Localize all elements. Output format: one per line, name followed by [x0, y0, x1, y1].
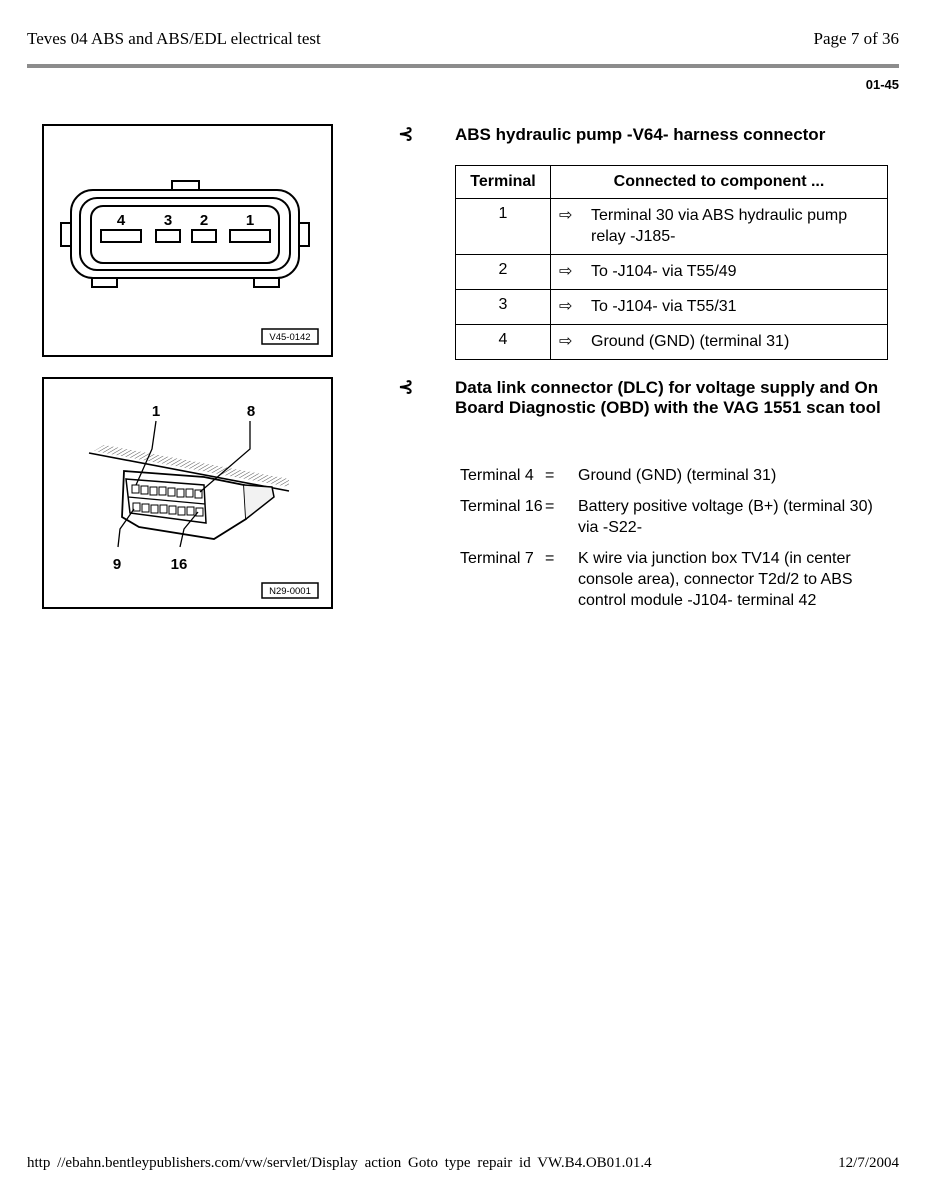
arrow-right-icon: ⇨	[559, 207, 573, 224]
terminal-description: K wire via junction box TV14 (in center console area), connector T2d/2 to ABS control module -J104- terminal 42	[578, 550, 853, 609]
terminal-name: Terminal 4	[460, 467, 534, 484]
table-row	[456, 290, 888, 325]
header-divider	[27, 64, 899, 68]
terminal-description: Ground (GND) (terminal 31)	[578, 467, 777, 484]
table-row	[456, 255, 888, 290]
footer-date: 12/7/2004	[838, 1155, 899, 1171]
section-heading-dlc: Data link connector (DLC) for voltage supply and On Board Diagnostic (OBD) with the VAG 1551 scan tool	[455, 378, 881, 417]
terminal-number: 3	[456, 290, 551, 325]
connection-text: Terminal 30 via ABS hydraulic pump relay -J185-	[591, 207, 848, 245]
terminal-number: 1	[456, 199, 551, 255]
column-header-terminal: Terminal	[456, 166, 551, 199]
arrow-right-icon: ⇨	[559, 298, 573, 315]
table-row	[456, 325, 888, 360]
pin-label-1: 1	[245, 212, 255, 229]
pin-label-1: 1	[151, 403, 161, 420]
pin-label-4: 4	[116, 212, 126, 229]
terminal-number: 2	[456, 255, 551, 290]
document-code: 01-45	[865, 77, 899, 92]
terminal-table	[455, 165, 888, 360]
figure-id-label: N29-0001	[269, 586, 311, 597]
column-header-component: Connected to component ...	[551, 166, 888, 199]
pump-connector-figure	[42, 124, 333, 357]
document-title: Teves 04 ABS and ABS/EDL electrical test	[27, 29, 321, 48]
terminal-name: Terminal 7	[460, 550, 534, 567]
footer-url: http //ebahn.bentleypublishers.com/vw/servlet/Display action Goto type repair id VW.B4.OB01.01.4	[27, 1155, 652, 1171]
pin-label-9: 9	[112, 556, 122, 573]
terminal-connection	[551, 325, 888, 360]
connection-text: Ground (GND) (terminal 31)	[591, 333, 790, 350]
terminal-description: Battery positive voltage (B+) (terminal 30) via -S22-	[578, 498, 873, 536]
terminal-number: 4	[456, 325, 551, 360]
pin-label-16: 16	[170, 556, 188, 573]
terminal-connection	[551, 199, 888, 255]
pin-label-3: 3	[163, 212, 173, 229]
list-item	[460, 465, 892, 486]
figure-id-label: V45-0142	[269, 332, 311, 343]
connection-text: To -J104- via T55/31	[591, 298, 737, 315]
terminal-name: Terminal 16	[460, 498, 543, 515]
pump-connector-drawing	[44, 126, 331, 355]
equals-sign: =	[545, 550, 555, 567]
equals-sign: =	[545, 498, 555, 515]
figure-pointer-icon: ⊰	[398, 124, 414, 145]
dlc-terminal-list	[460, 465, 892, 621]
list-item	[460, 496, 892, 538]
dlc-connector-figure	[42, 377, 333, 609]
terminal-connection	[551, 290, 888, 325]
connection-text: To -J104- via T55/49	[591, 263, 737, 280]
terminal-connection	[551, 255, 888, 290]
section-heading-pump-connector: ABS hydraulic pump -V64- harness connector	[455, 125, 826, 144]
figure-pointer-icon: ⊰	[398, 377, 414, 398]
dlc-connector-drawing	[44, 379, 331, 607]
arrow-right-icon: ⇨	[559, 333, 573, 350]
table-row	[456, 199, 888, 255]
pin-label-8: 8	[246, 403, 256, 420]
page-number: Page 7 of 36	[813, 29, 899, 48]
table-header-row	[456, 166, 888, 199]
arrow-right-icon: ⇨	[559, 263, 573, 280]
equals-sign: =	[545, 467, 555, 484]
list-item	[460, 548, 892, 611]
pin-label-2: 2	[199, 212, 209, 229]
